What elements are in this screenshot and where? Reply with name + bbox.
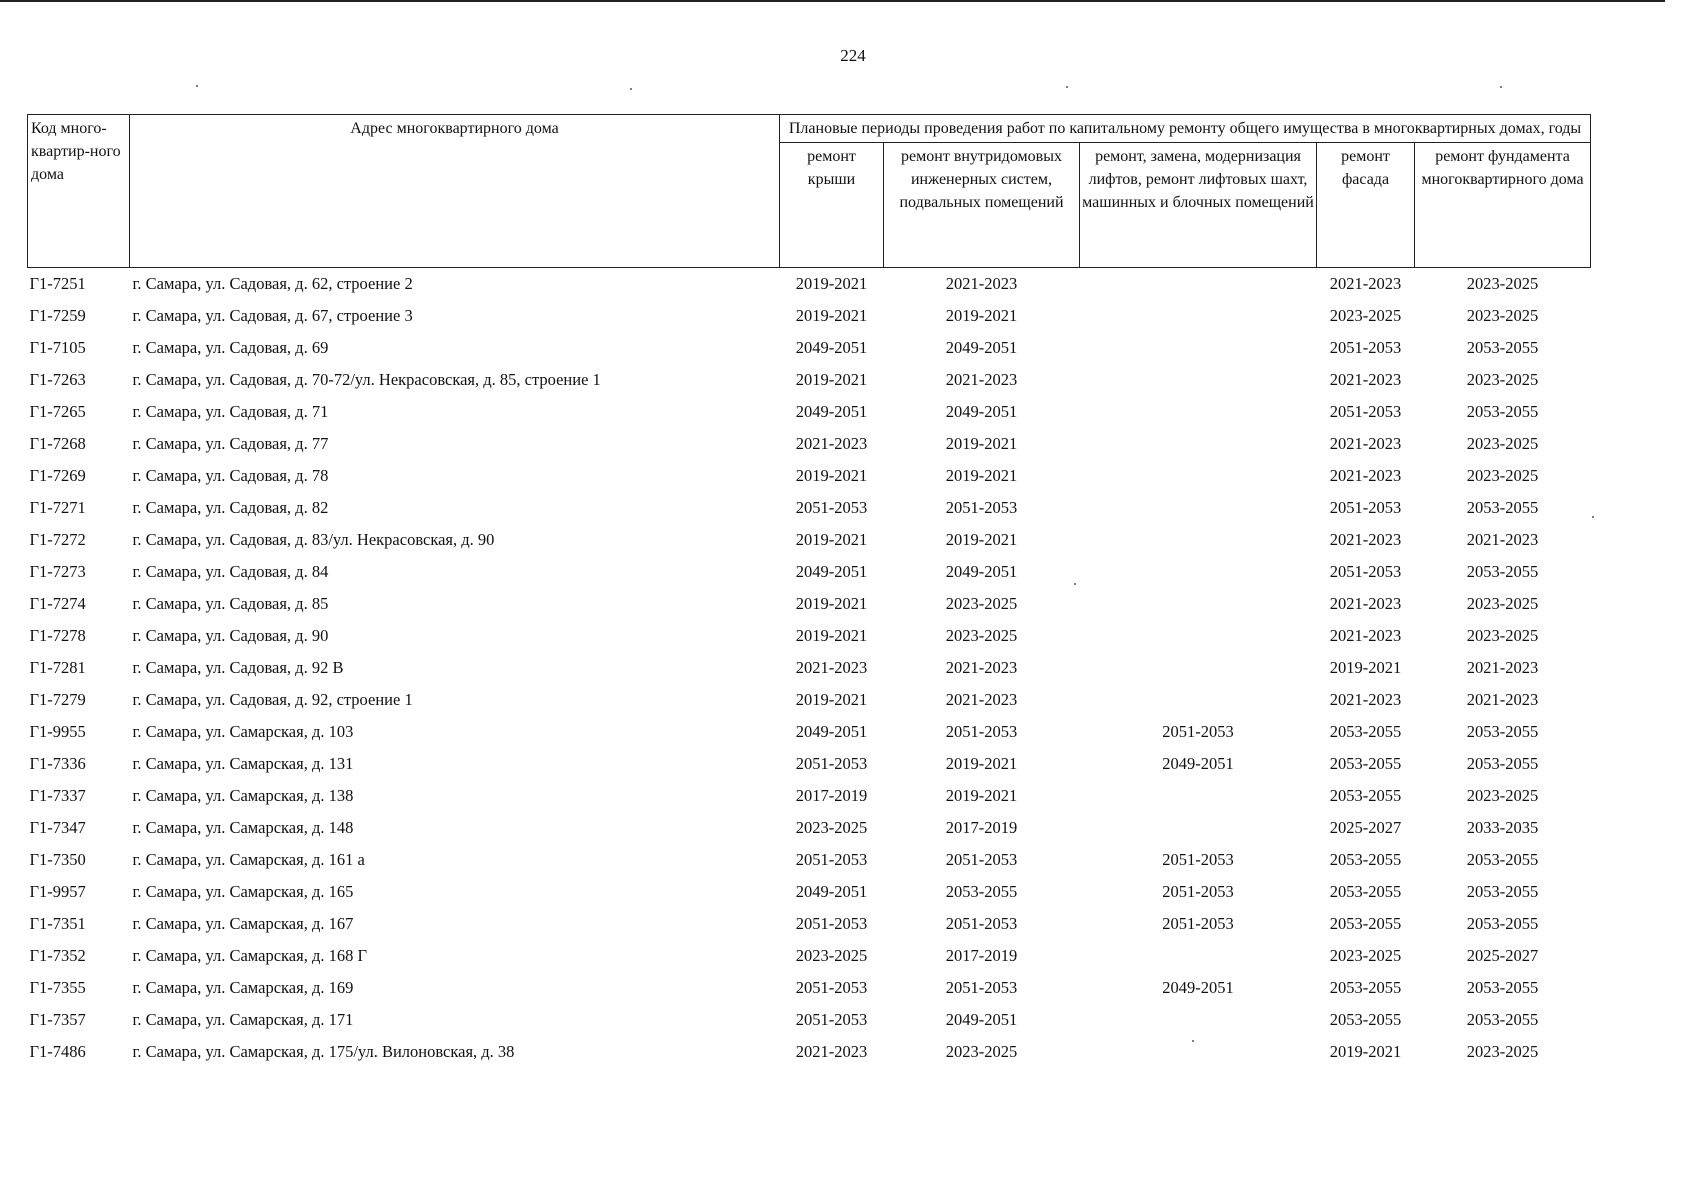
cell-systems: 2019-2021	[945, 530, 1018, 549]
cell-code: Г1-9955	[29, 722, 86, 741]
cell-roof: 2051-2053	[795, 754, 868, 773]
cell-address: г. Самара, ул. Самарская, д. 171	[132, 1010, 354, 1029]
cell-systems: 2021-2023	[945, 274, 1018, 293]
cell-lifts	[1080, 460, 1317, 492]
header-systems: ремонт внутридомовых инженерных систем, подвальных помещений	[884, 143, 1080, 268]
table-row	[28, 1004, 1591, 1036]
cell-facade: 2053-2055	[1329, 978, 1402, 997]
cell-lifts	[1080, 332, 1317, 364]
cell-roof: 2049-2051	[795, 722, 868, 741]
cell-foundation: 2053-2055	[1466, 722, 1539, 741]
table-row	[28, 364, 1591, 396]
cell-address: г. Самара, ул. Самарская, д. 165	[132, 882, 354, 901]
cell-code: Г1-7273	[29, 562, 86, 581]
cell-lifts	[1080, 300, 1317, 332]
scan-speck	[1074, 583, 1076, 585]
cell-lifts	[1080, 524, 1317, 556]
cell-foundation: 2023-2025	[1466, 626, 1539, 645]
table-row	[28, 908, 1591, 940]
cell-roof: 2049-2051	[795, 338, 868, 357]
cell-roof: 2017-2019	[795, 786, 868, 805]
cell-systems: 2051-2053	[945, 722, 1018, 741]
cell-facade: 2021-2023	[1329, 434, 1402, 453]
cell-code: Г1-9957	[29, 882, 86, 901]
cell-facade: 2051-2053	[1329, 402, 1402, 421]
header-facade: ремонт фасада	[1317, 143, 1415, 268]
cell-lifts	[1080, 556, 1317, 588]
table-row	[28, 972, 1591, 1004]
cell-address: г. Самара, ул. Садовая, д. 90	[132, 626, 329, 645]
cell-address: г. Самара, ул. Самарская, д. 138	[132, 786, 354, 805]
cell-foundation: 2023-2025	[1466, 594, 1539, 613]
cell-systems: 2021-2023	[945, 370, 1018, 389]
cell-foundation: 2053-2055	[1466, 1010, 1539, 1029]
cell-foundation: 2021-2023	[1466, 530, 1539, 549]
cell-foundation: 2021-2023	[1466, 690, 1539, 709]
cell-roof: 2023-2025	[795, 818, 868, 837]
cell-code: Г1-7355	[29, 978, 86, 997]
cell-foundation: 2053-2055	[1466, 914, 1539, 933]
cell-code: Г1-7279	[29, 690, 86, 709]
cell-facade: 2023-2025	[1329, 946, 1402, 965]
cell-address: г. Самара, ул. Садовая, д. 62, строение 2	[132, 274, 413, 293]
cell-address: г. Самара, ул. Садовая, д. 82	[132, 498, 329, 517]
cell-roof: 2021-2023	[795, 1042, 868, 1061]
cell-lifts	[1080, 588, 1317, 620]
cell-facade: 2051-2053	[1329, 562, 1402, 581]
table-row	[28, 684, 1591, 716]
cell-systems: 2019-2021	[945, 786, 1018, 805]
cell-facade: 2023-2025	[1329, 306, 1402, 325]
cell-facade: 2019-2021	[1329, 658, 1402, 677]
cell-facade: 2053-2055	[1329, 754, 1402, 773]
table-row	[28, 268, 1591, 301]
cell-foundation: 2023-2025	[1466, 434, 1539, 453]
cell-lifts	[1080, 396, 1317, 428]
cell-systems: 2017-2019	[945, 946, 1018, 965]
table-row	[28, 1036, 1591, 1068]
table-row	[28, 492, 1591, 524]
cell-code: Г1-7357	[29, 1010, 86, 1029]
cell-systems: 2049-2051	[945, 338, 1018, 357]
cell-foundation: 2023-2025	[1466, 786, 1539, 805]
cell-roof: 2019-2021	[795, 466, 868, 485]
cell-roof: 2019-2021	[795, 690, 868, 709]
cell-roof: 2019-2021	[795, 370, 868, 389]
header-lifts: ремонт, замена, модернизация лифтов, ремонт лифтовых шахт, машинных и блочных помещений	[1080, 143, 1317, 268]
cell-roof: 2049-2051	[795, 402, 868, 421]
cell-systems: 2021-2023	[945, 690, 1018, 709]
cell-code: Г1-7251	[29, 274, 86, 293]
cell-address: г. Самара, ул. Самарская, д. 148	[132, 818, 354, 837]
cell-systems: 2051-2053	[945, 498, 1018, 517]
scan-speck	[1500, 86, 1502, 88]
cell-address: г. Самара, ул. Садовая, д. 92, строение 1	[132, 690, 413, 709]
cell-foundation: 2033-2035	[1466, 818, 1539, 837]
cell-systems: 2019-2021	[945, 466, 1018, 485]
cell-roof: 2051-2053	[795, 978, 868, 997]
cell-code: Г1-7268	[29, 434, 86, 453]
cell-systems: 2023-2025	[945, 1042, 1018, 1061]
cell-code: Г1-7274	[29, 594, 86, 613]
cell-foundation: 2053-2055	[1466, 850, 1539, 869]
cell-code: Г1-7486	[29, 1042, 86, 1061]
table-row	[28, 748, 1591, 780]
cell-address: г. Самара, ул. Садовая, д. 70-72/ул. Некрасовская, д. 85, строение 1	[132, 370, 601, 389]
scan-speck	[1592, 516, 1594, 518]
table-row	[28, 556, 1591, 588]
cell-systems: 2023-2025	[945, 594, 1018, 613]
cell-foundation: 2023-2025	[1466, 466, 1539, 485]
table-row	[28, 620, 1591, 652]
cell-lifts: 2051-2053	[1162, 850, 1234, 869]
cell-lifts	[1080, 1036, 1317, 1068]
cell-lifts	[1080, 364, 1317, 396]
cell-lifts	[1080, 268, 1317, 301]
cell-facade: 2021-2023	[1329, 690, 1402, 709]
cell-address: г. Самара, ул. Садовая, д. 69	[132, 338, 329, 357]
table-row	[28, 716, 1591, 748]
cell-facade: 2053-2055	[1329, 1010, 1402, 1029]
cell-systems: 2051-2053	[945, 850, 1018, 869]
cell-address: г. Самара, ул. Садовая, д. 78	[132, 466, 329, 485]
cell-code: Г1-7336	[29, 754, 86, 773]
cell-address: г. Самара, ул. Садовая, д. 77	[132, 434, 329, 453]
cell-lifts	[1080, 780, 1317, 812]
cell-facade: 2021-2023	[1329, 466, 1402, 485]
cell-address: г. Самара, ул. Самарская, д. 167	[132, 914, 354, 933]
header-row-1	[28, 115, 1591, 143]
cell-roof: 2021-2023	[795, 658, 868, 677]
cell-foundation: 2053-2055	[1466, 402, 1539, 421]
cell-lifts	[1080, 940, 1317, 972]
header-code: Код много-квартир-ного дома	[28, 115, 130, 268]
cell-systems: 2049-2051	[945, 402, 1018, 421]
table-row	[28, 396, 1591, 428]
header-foundation: ремонт фундамента многоквартирного дома	[1415, 143, 1591, 268]
capital-repair-table	[27, 114, 1591, 1068]
cell-roof: 2051-2053	[795, 850, 868, 869]
cell-facade: 2021-2023	[1329, 530, 1402, 549]
scan-speck	[1066, 86, 1068, 88]
cell-facade: 2053-2055	[1329, 850, 1402, 869]
cell-address: г. Самара, ул. Самарская, д. 168 Г	[132, 946, 368, 965]
cell-foundation: 2021-2023	[1466, 658, 1539, 677]
cell-address: г. Самара, ул. Садовая, д. 67, строение 3	[132, 306, 413, 325]
cell-facade: 2019-2021	[1329, 1042, 1402, 1061]
cell-facade: 2053-2055	[1329, 786, 1402, 805]
cell-address: г. Самара, ул. Садовая, д. 71	[132, 402, 329, 421]
cell-facade: 2053-2055	[1329, 882, 1402, 901]
cell-roof: 2021-2023	[795, 434, 868, 453]
cell-lifts: 2051-2053	[1162, 882, 1234, 901]
cell-roof: 2019-2021	[795, 274, 868, 293]
table-row	[28, 332, 1591, 364]
table-row	[28, 428, 1591, 460]
cell-systems: 2017-2019	[945, 818, 1018, 837]
cell-systems: 2021-2023	[945, 658, 1018, 677]
cell-facade: 2025-2027	[1329, 818, 1402, 837]
cell-code: Г1-7105	[29, 338, 86, 357]
cell-facade: 2021-2023	[1329, 626, 1402, 645]
cell-foundation: 2053-2055	[1466, 562, 1539, 581]
table-row	[28, 876, 1591, 908]
table-row	[28, 652, 1591, 684]
cell-code: Г1-7352	[29, 946, 86, 965]
cell-facade: 2021-2023	[1329, 370, 1402, 389]
cell-systems: 2019-2021	[945, 306, 1018, 325]
header-periods: Плановые периоды проведения работ по капитальному ремонту общего имущества в многоквартирных домах, годы	[780, 115, 1591, 143]
cell-foundation: 2023-2025	[1466, 1042, 1539, 1061]
cell-lifts	[1080, 428, 1317, 460]
cell-code: Г1-7351	[29, 914, 86, 933]
cell-systems: 2051-2053	[945, 914, 1018, 933]
cell-systems: 2049-2051	[945, 1010, 1018, 1029]
cell-facade: 2021-2023	[1329, 274, 1402, 293]
page-number: 224	[840, 46, 866, 65]
cell-systems: 2019-2021	[945, 754, 1018, 773]
cell-lifts	[1080, 1004, 1317, 1036]
cell-lifts	[1080, 652, 1317, 684]
cell-roof: 2019-2021	[795, 530, 868, 549]
table-row	[28, 940, 1591, 972]
cell-code: Г1-7278	[29, 626, 86, 645]
cell-facade: 2051-2053	[1329, 338, 1402, 357]
cell-address: г. Самара, ул. Самарская, д. 131	[132, 754, 354, 773]
cell-code: Г1-7350	[29, 850, 86, 869]
scan-speck	[196, 85, 198, 87]
cell-code: Г1-7265	[29, 402, 86, 421]
cell-roof: 2051-2053	[795, 914, 868, 933]
cell-systems: 2019-2021	[945, 434, 1018, 453]
cell-systems: 2049-2051	[945, 562, 1018, 581]
cell-foundation: 2025-2027	[1466, 946, 1539, 965]
table-row	[28, 588, 1591, 620]
cell-code: Г1-7347	[29, 818, 86, 837]
cell-code: Г1-7271	[29, 498, 86, 517]
cell-lifts	[1080, 812, 1317, 844]
cell-code: Г1-7259	[29, 306, 86, 325]
cell-lifts: 2049-2051	[1162, 754, 1234, 773]
cell-roof: 2023-2025	[795, 946, 868, 965]
scan-speck	[630, 88, 632, 90]
cell-roof: 2051-2053	[795, 1010, 868, 1029]
cell-lifts	[1080, 492, 1317, 524]
cell-code: Г1-7263	[29, 370, 86, 389]
cell-code: Г1-7272	[29, 530, 86, 549]
table-row	[28, 460, 1591, 492]
cell-code: Г1-7269	[29, 466, 86, 485]
cell-lifts: 2049-2051	[1162, 978, 1234, 997]
page-top-rule	[0, 0, 1665, 2]
cell-roof: 2051-2053	[795, 498, 868, 517]
cell-roof: 2049-2051	[795, 882, 868, 901]
cell-code: Г1-7337	[29, 786, 86, 805]
cell-foundation: 2053-2055	[1466, 498, 1539, 517]
cell-foundation: 2053-2055	[1466, 978, 1539, 997]
cell-foundation: 2053-2055	[1466, 754, 1539, 773]
header-address: Адрес многоквартирного дома	[130, 115, 780, 268]
table-body	[28, 268, 1591, 1069]
cell-facade: 2051-2053	[1329, 498, 1402, 517]
cell-facade: 2053-2055	[1329, 914, 1402, 933]
cell-systems: 2023-2025	[945, 626, 1018, 645]
cell-foundation: 2053-2055	[1466, 338, 1539, 357]
cell-lifts: 2051-2053	[1162, 722, 1234, 741]
cell-address: г. Самара, ул. Садовая, д. 84	[132, 562, 329, 581]
cell-roof: 2019-2021	[795, 306, 868, 325]
table-row	[28, 812, 1591, 844]
cell-lifts	[1080, 620, 1317, 652]
cell-roof: 2019-2021	[795, 594, 868, 613]
cell-address: г. Самара, ул. Самарская, д. 169	[132, 978, 354, 997]
cell-roof: 2049-2051	[795, 562, 868, 581]
cell-systems: 2051-2053	[945, 978, 1018, 997]
cell-address: г. Самара, ул. Садовая, д. 83/ул. Некрасовская, д. 90	[132, 530, 495, 549]
cell-code: Г1-7281	[29, 658, 86, 677]
cell-lifts: 2051-2053	[1162, 914, 1234, 933]
table-row	[28, 844, 1591, 876]
cell-facade: 2053-2055	[1329, 722, 1402, 741]
cell-address: г. Самара, ул. Самарская, д. 175/ул. Вилоновская, д. 38	[132, 1042, 515, 1061]
table-row	[28, 780, 1591, 812]
cell-systems: 2053-2055	[945, 882, 1018, 901]
cell-foundation: 2023-2025	[1466, 370, 1539, 389]
cell-address: г. Самара, ул. Садовая, д. 85	[132, 594, 329, 613]
cell-address: г. Самара, ул. Садовая, д. 92 В	[132, 658, 344, 677]
cell-roof: 2019-2021	[795, 626, 868, 645]
cell-foundation: 2023-2025	[1466, 306, 1539, 325]
cell-address: г. Самара, ул. Самарская, д. 103	[132, 722, 354, 741]
cell-lifts	[1080, 684, 1317, 716]
cell-foundation: 2053-2055	[1466, 882, 1539, 901]
table-row	[28, 524, 1591, 556]
cell-foundation: 2023-2025	[1466, 274, 1539, 293]
cell-facade: 2021-2023	[1329, 594, 1402, 613]
table-row	[28, 300, 1591, 332]
header-roof: ремонт крыши	[780, 143, 884, 268]
scan-speck	[1192, 1040, 1194, 1042]
cell-address: г. Самара, ул. Самарская, д. 161 а	[132, 850, 365, 869]
